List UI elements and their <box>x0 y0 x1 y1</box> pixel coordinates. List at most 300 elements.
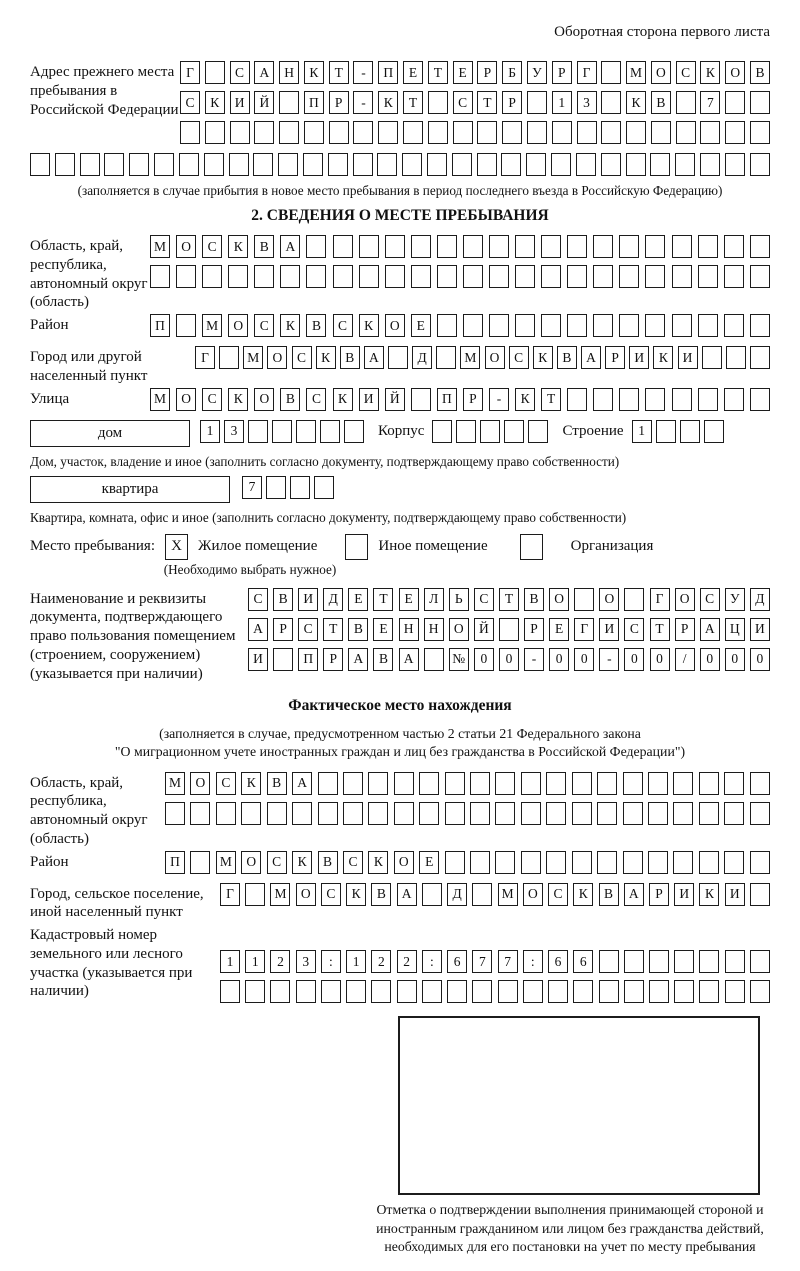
char-box[interactable] <box>228 265 248 288</box>
char-box[interactable] <box>388 346 408 369</box>
char-box[interactable]: К <box>316 346 336 369</box>
char-box[interactable]: С <box>216 772 236 795</box>
char-box[interactable]: К <box>280 314 300 337</box>
char-box[interactable]: М <box>243 346 263 369</box>
char-box[interactable]: Н <box>279 61 299 84</box>
char-box[interactable] <box>699 772 719 795</box>
char-box[interactable]: В <box>371 883 391 906</box>
char-box[interactable] <box>397 980 417 1003</box>
char-box[interactable] <box>750 265 770 288</box>
char-box[interactable] <box>353 121 373 144</box>
char-box[interactable]: П <box>304 91 324 114</box>
char-box[interactable]: К <box>241 772 261 795</box>
char-box[interactable]: Е <box>403 61 423 84</box>
char-box[interactable]: А <box>248 618 268 641</box>
char-box[interactable]: О <box>267 346 287 369</box>
char-box[interactable] <box>253 153 273 176</box>
char-box[interactable]: 7 <box>700 91 720 114</box>
char-box[interactable]: Г <box>180 61 200 84</box>
char-box[interactable] <box>724 851 744 874</box>
char-box[interactable] <box>698 314 718 337</box>
char-box[interactable] <box>673 802 693 825</box>
char-box[interactable]: Е <box>399 588 419 611</box>
char-box[interactable]: У <box>725 588 745 611</box>
char-box[interactable]: В <box>280 388 300 411</box>
char-box[interactable]: К <box>699 883 719 906</box>
char-box[interactable] <box>619 265 639 288</box>
char-box[interactable] <box>453 121 473 144</box>
char-box[interactable] <box>521 802 541 825</box>
char-box[interactable] <box>437 235 457 258</box>
char-box[interactable]: Р <box>323 648 343 671</box>
char-box[interactable]: А <box>624 883 644 906</box>
char-box[interactable] <box>515 265 535 288</box>
char-box[interactable] <box>344 420 364 443</box>
char-box[interactable] <box>463 314 483 337</box>
char-box[interactable]: С <box>548 883 568 906</box>
char-box[interactable] <box>279 121 299 144</box>
char-box[interactable] <box>385 235 405 258</box>
char-box[interactable]: С <box>321 883 341 906</box>
char-box[interactable]: С <box>333 314 353 337</box>
char-box[interactable] <box>432 420 452 443</box>
char-box[interactable] <box>546 772 566 795</box>
char-box[interactable]: О <box>176 235 196 258</box>
char-box[interactable]: А <box>397 883 417 906</box>
char-box[interactable]: 1 <box>552 91 572 114</box>
char-box[interactable] <box>353 153 373 176</box>
char-box[interactable] <box>318 772 338 795</box>
char-box[interactable]: 0 <box>574 648 594 671</box>
char-box[interactable]: О <box>385 314 405 337</box>
char-box[interactable]: С <box>298 618 318 641</box>
char-box[interactable] <box>567 314 587 337</box>
char-box[interactable]: : <box>422 950 442 973</box>
char-box[interactable] <box>546 851 566 874</box>
char-box[interactable] <box>626 153 646 176</box>
char-box[interactable] <box>304 121 324 144</box>
char-box[interactable] <box>750 314 770 337</box>
char-box[interactable] <box>725 91 745 114</box>
char-box[interactable] <box>750 980 770 1003</box>
char-box[interactable] <box>674 950 694 973</box>
char-box[interactable]: А <box>292 772 312 795</box>
char-box[interactable] <box>601 121 621 144</box>
char-box[interactable]: Ь <box>449 588 469 611</box>
char-box[interactable] <box>567 388 587 411</box>
char-box[interactable]: 1 <box>245 950 265 973</box>
char-box[interactable]: К <box>368 851 388 874</box>
char-box[interactable] <box>698 265 718 288</box>
char-box[interactable] <box>266 476 286 499</box>
char-box[interactable] <box>515 314 535 337</box>
char-box[interactable]: И <box>629 346 649 369</box>
char-box[interactable]: В <box>651 91 671 114</box>
char-box[interactable] <box>551 153 571 176</box>
char-box[interactable] <box>477 153 497 176</box>
char-box[interactable]: С <box>248 588 268 611</box>
char-box[interactable]: Б <box>502 61 522 84</box>
char-box[interactable] <box>750 235 770 258</box>
char-box[interactable] <box>593 388 613 411</box>
char-box[interactable] <box>676 121 696 144</box>
char-box[interactable]: / <box>675 648 695 671</box>
char-box[interactable]: Д <box>323 588 343 611</box>
char-box[interactable] <box>649 980 669 1003</box>
char-box[interactable] <box>623 802 643 825</box>
char-box[interactable] <box>546 802 566 825</box>
char-box[interactable]: И <box>678 346 698 369</box>
char-box[interactable]: 7 <box>242 476 262 499</box>
char-box[interactable]: Р <box>605 346 625 369</box>
char-box[interactable] <box>577 121 597 144</box>
char-box[interactable] <box>656 420 676 443</box>
char-box[interactable]: В <box>267 772 287 795</box>
char-box[interactable]: И <box>248 648 268 671</box>
char-box[interactable] <box>699 851 719 874</box>
char-box[interactable] <box>648 772 668 795</box>
char-box[interactable]: Р <box>463 388 483 411</box>
char-box[interactable]: В <box>599 883 619 906</box>
char-box[interactable] <box>470 772 490 795</box>
char-box[interactable]: П <box>150 314 170 337</box>
char-box[interactable]: Р <box>502 91 522 114</box>
char-box[interactable]: К <box>359 314 379 337</box>
char-box[interactable] <box>599 980 619 1003</box>
char-box[interactable] <box>725 950 745 973</box>
char-box[interactable] <box>523 980 543 1003</box>
char-box[interactable]: К <box>533 346 553 369</box>
char-box[interactable] <box>306 235 326 258</box>
char-box[interactable] <box>626 121 646 144</box>
char-box[interactable] <box>724 388 744 411</box>
char-box[interactable] <box>343 802 363 825</box>
char-box[interactable] <box>371 980 391 1003</box>
char-box[interactable] <box>394 802 414 825</box>
char-box[interactable]: Е <box>348 588 368 611</box>
char-box[interactable] <box>296 420 316 443</box>
char-box[interactable]: И <box>674 883 694 906</box>
char-box[interactable]: О <box>176 388 196 411</box>
char-box[interactable]: Т <box>541 388 561 411</box>
char-box[interactable] <box>314 476 334 499</box>
char-box[interactable]: О <box>651 61 671 84</box>
char-box[interactable] <box>176 314 196 337</box>
char-box[interactable]: О <box>394 851 414 874</box>
char-box[interactable] <box>129 153 149 176</box>
char-box[interactable]: В <box>254 235 274 258</box>
char-box[interactable]: С <box>700 588 720 611</box>
char-box[interactable]: Г <box>574 618 594 641</box>
char-box[interactable] <box>437 265 457 288</box>
char-box[interactable] <box>202 265 222 288</box>
char-box[interactable] <box>499 618 519 641</box>
char-box[interactable] <box>527 121 547 144</box>
char-box[interactable] <box>593 235 613 258</box>
char-box[interactable] <box>445 802 465 825</box>
dom-type-box[interactable]: дом <box>30 420 190 447</box>
char-box[interactable] <box>489 265 509 288</box>
char-box[interactable] <box>593 314 613 337</box>
char-box[interactable]: 6 <box>573 950 593 973</box>
char-box[interactable]: К <box>205 91 225 114</box>
char-box[interactable] <box>290 476 310 499</box>
char-box[interactable] <box>599 950 619 973</box>
char-box[interactable] <box>676 91 696 114</box>
char-box[interactable]: 0 <box>499 648 519 671</box>
char-box[interactable]: Т <box>329 61 349 84</box>
char-box[interactable]: К <box>333 388 353 411</box>
char-box[interactable] <box>427 153 447 176</box>
char-box[interactable]: - <box>353 61 373 84</box>
char-box[interactable] <box>190 802 210 825</box>
char-box[interactable] <box>104 153 124 176</box>
char-box[interactable] <box>176 265 196 288</box>
char-box[interactable]: С <box>254 314 274 337</box>
char-box[interactable] <box>179 153 199 176</box>
char-box[interactable] <box>750 851 770 874</box>
char-box[interactable] <box>597 772 617 795</box>
char-box[interactable] <box>428 121 448 144</box>
char-box[interactable] <box>624 950 644 973</box>
char-box[interactable] <box>648 851 668 874</box>
char-box[interactable]: Т <box>650 618 670 641</box>
char-box[interactable]: Р <box>649 883 669 906</box>
char-box[interactable] <box>424 648 444 671</box>
char-box[interactable] <box>601 153 621 176</box>
char-box[interactable] <box>165 802 185 825</box>
char-box[interactable] <box>205 121 225 144</box>
char-box[interactable]: А <box>280 235 300 258</box>
char-box[interactable]: В <box>373 648 393 671</box>
char-box[interactable] <box>699 980 719 1003</box>
char-box[interactable]: М <box>150 235 170 258</box>
char-box[interactable] <box>726 346 746 369</box>
char-box[interactable] <box>673 772 693 795</box>
char-box[interactable] <box>343 772 363 795</box>
char-box[interactable]: 2 <box>397 950 417 973</box>
char-box[interactable]: В <box>306 314 326 337</box>
char-box[interactable]: 7 <box>472 950 492 973</box>
char-box[interactable] <box>436 346 456 369</box>
char-box[interactable] <box>541 265 561 288</box>
char-box[interactable]: И <box>230 91 250 114</box>
char-box[interactable] <box>527 91 547 114</box>
char-box[interactable] <box>368 772 388 795</box>
char-box[interactable]: 0 <box>549 648 569 671</box>
char-box[interactable] <box>521 851 541 874</box>
char-box[interactable] <box>80 153 100 176</box>
char-box[interactable]: Д <box>412 346 432 369</box>
char-box[interactable]: С <box>453 91 473 114</box>
char-box[interactable] <box>698 388 718 411</box>
char-box[interactable] <box>601 61 621 84</box>
char-box[interactable] <box>750 91 770 114</box>
char-box[interactable] <box>619 388 639 411</box>
char-box[interactable] <box>623 851 643 874</box>
char-box[interactable]: Р <box>552 61 572 84</box>
char-box[interactable] <box>724 314 744 337</box>
char-box[interactable]: 0 <box>750 648 770 671</box>
char-box[interactable]: Й <box>254 91 274 114</box>
char-box[interactable]: - <box>353 91 373 114</box>
char-box[interactable] <box>456 420 476 443</box>
char-box[interactable] <box>346 980 366 1003</box>
char-box[interactable] <box>645 314 665 337</box>
char-box[interactable] <box>303 153 323 176</box>
char-box[interactable] <box>750 802 770 825</box>
char-box[interactable]: С <box>474 588 494 611</box>
char-box[interactable]: - <box>524 648 544 671</box>
char-box[interactable]: К <box>515 388 535 411</box>
char-box[interactable] <box>750 772 770 795</box>
char-box[interactable] <box>700 153 720 176</box>
char-box[interactable] <box>241 802 261 825</box>
char-box[interactable] <box>219 346 239 369</box>
char-box[interactable] <box>204 153 224 176</box>
char-box[interactable]: К <box>573 883 593 906</box>
char-box[interactable]: Е <box>373 618 393 641</box>
char-box[interactable]: : <box>523 950 543 973</box>
char-box[interactable]: К <box>626 91 646 114</box>
char-box[interactable]: С <box>343 851 363 874</box>
char-box[interactable]: О <box>296 883 316 906</box>
char-box[interactable]: В <box>524 588 544 611</box>
char-box[interactable] <box>329 121 349 144</box>
char-box[interactable]: 1 <box>200 420 220 443</box>
char-box[interactable]: М <box>165 772 185 795</box>
char-box[interactable] <box>320 420 340 443</box>
char-box[interactable] <box>378 121 398 144</box>
char-box[interactable] <box>750 153 770 176</box>
char-box[interactable] <box>270 980 290 1003</box>
char-box[interactable] <box>645 235 665 258</box>
char-box[interactable] <box>230 121 250 144</box>
char-box[interactable]: К <box>700 61 720 84</box>
char-box[interactable] <box>597 851 617 874</box>
char-box[interactable] <box>504 420 524 443</box>
char-box[interactable]: С <box>509 346 529 369</box>
char-box[interactable] <box>567 265 587 288</box>
kvartira-type-box[interactable]: квартира <box>30 476 230 503</box>
char-box[interactable]: Н <box>399 618 419 641</box>
char-box[interactable] <box>724 772 744 795</box>
char-box[interactable] <box>593 265 613 288</box>
char-box[interactable]: С <box>676 61 696 84</box>
char-box[interactable] <box>672 235 692 258</box>
char-box[interactable] <box>480 420 500 443</box>
char-box[interactable] <box>333 265 353 288</box>
char-box[interactable]: Г <box>220 883 240 906</box>
char-box[interactable] <box>368 802 388 825</box>
char-box[interactable]: Е <box>419 851 439 874</box>
char-box[interactable]: В <box>340 346 360 369</box>
char-box[interactable]: С <box>292 346 312 369</box>
char-box[interactable] <box>419 802 439 825</box>
char-box[interactable] <box>55 153 75 176</box>
char-box[interactable]: В <box>318 851 338 874</box>
char-box[interactable]: С <box>202 235 222 258</box>
char-box[interactable]: М <box>460 346 480 369</box>
char-box[interactable]: И <box>599 618 619 641</box>
char-box[interactable]: С <box>624 618 644 641</box>
char-box[interactable] <box>477 121 497 144</box>
char-box[interactable] <box>377 153 397 176</box>
char-box[interactable] <box>278 153 298 176</box>
char-box[interactable] <box>328 153 348 176</box>
char-box[interactable] <box>576 153 596 176</box>
char-box[interactable] <box>624 588 644 611</box>
char-box[interactable] <box>472 883 492 906</box>
char-box[interactable] <box>698 235 718 258</box>
char-box[interactable] <box>574 588 594 611</box>
char-box[interactable]: А <box>399 648 419 671</box>
char-box[interactable] <box>573 980 593 1003</box>
char-box[interactable] <box>515 235 535 258</box>
char-box[interactable]: № <box>449 648 469 671</box>
char-box[interactable]: О <box>190 772 210 795</box>
char-box[interactable] <box>672 388 692 411</box>
char-box[interactable]: П <box>378 61 398 84</box>
char-box[interactable]: Г <box>195 346 215 369</box>
char-box[interactable] <box>680 420 700 443</box>
char-box[interactable] <box>674 980 694 1003</box>
char-box[interactable]: К <box>292 851 312 874</box>
char-box[interactable] <box>651 121 671 144</box>
char-box[interactable]: Й <box>385 388 405 411</box>
char-box[interactable]: И <box>359 388 379 411</box>
char-box[interactable] <box>725 153 745 176</box>
char-box[interactable]: С <box>180 91 200 114</box>
char-box[interactable] <box>470 802 490 825</box>
char-box[interactable] <box>489 235 509 258</box>
char-box[interactable] <box>725 121 745 144</box>
char-box[interactable]: В <box>273 588 293 611</box>
char-box[interactable] <box>619 314 639 337</box>
char-box[interactable]: 1 <box>346 950 366 973</box>
char-box[interactable]: А <box>348 648 368 671</box>
char-box[interactable]: С <box>202 388 222 411</box>
char-box[interactable] <box>750 121 770 144</box>
char-box[interactable] <box>548 980 568 1003</box>
char-box[interactable] <box>704 420 724 443</box>
char-box[interactable]: 2 <box>270 950 290 973</box>
char-box[interactable] <box>724 265 744 288</box>
char-box[interactable]: Н <box>424 618 444 641</box>
char-box[interactable]: П <box>298 648 318 671</box>
checkbox-organizatsiya[interactable] <box>520 534 543 560</box>
char-box[interactable] <box>672 265 692 288</box>
char-box[interactable] <box>419 772 439 795</box>
char-box[interactable] <box>619 235 639 258</box>
char-box[interactable]: О <box>228 314 248 337</box>
char-box[interactable] <box>528 420 548 443</box>
char-box[interactable]: И <box>298 588 318 611</box>
char-box[interactable] <box>180 121 200 144</box>
char-box[interactable] <box>495 851 515 874</box>
char-box[interactable] <box>472 980 492 1003</box>
char-box[interactable] <box>452 153 472 176</box>
char-box[interactable] <box>699 802 719 825</box>
char-box[interactable] <box>750 388 770 411</box>
char-box[interactable] <box>306 265 326 288</box>
char-box[interactable] <box>190 851 210 874</box>
char-box[interactable]: О <box>449 618 469 641</box>
char-box[interactable]: И <box>750 618 770 641</box>
char-box[interactable]: - <box>489 388 509 411</box>
char-box[interactable]: О <box>599 588 619 611</box>
char-box[interactable] <box>501 153 521 176</box>
